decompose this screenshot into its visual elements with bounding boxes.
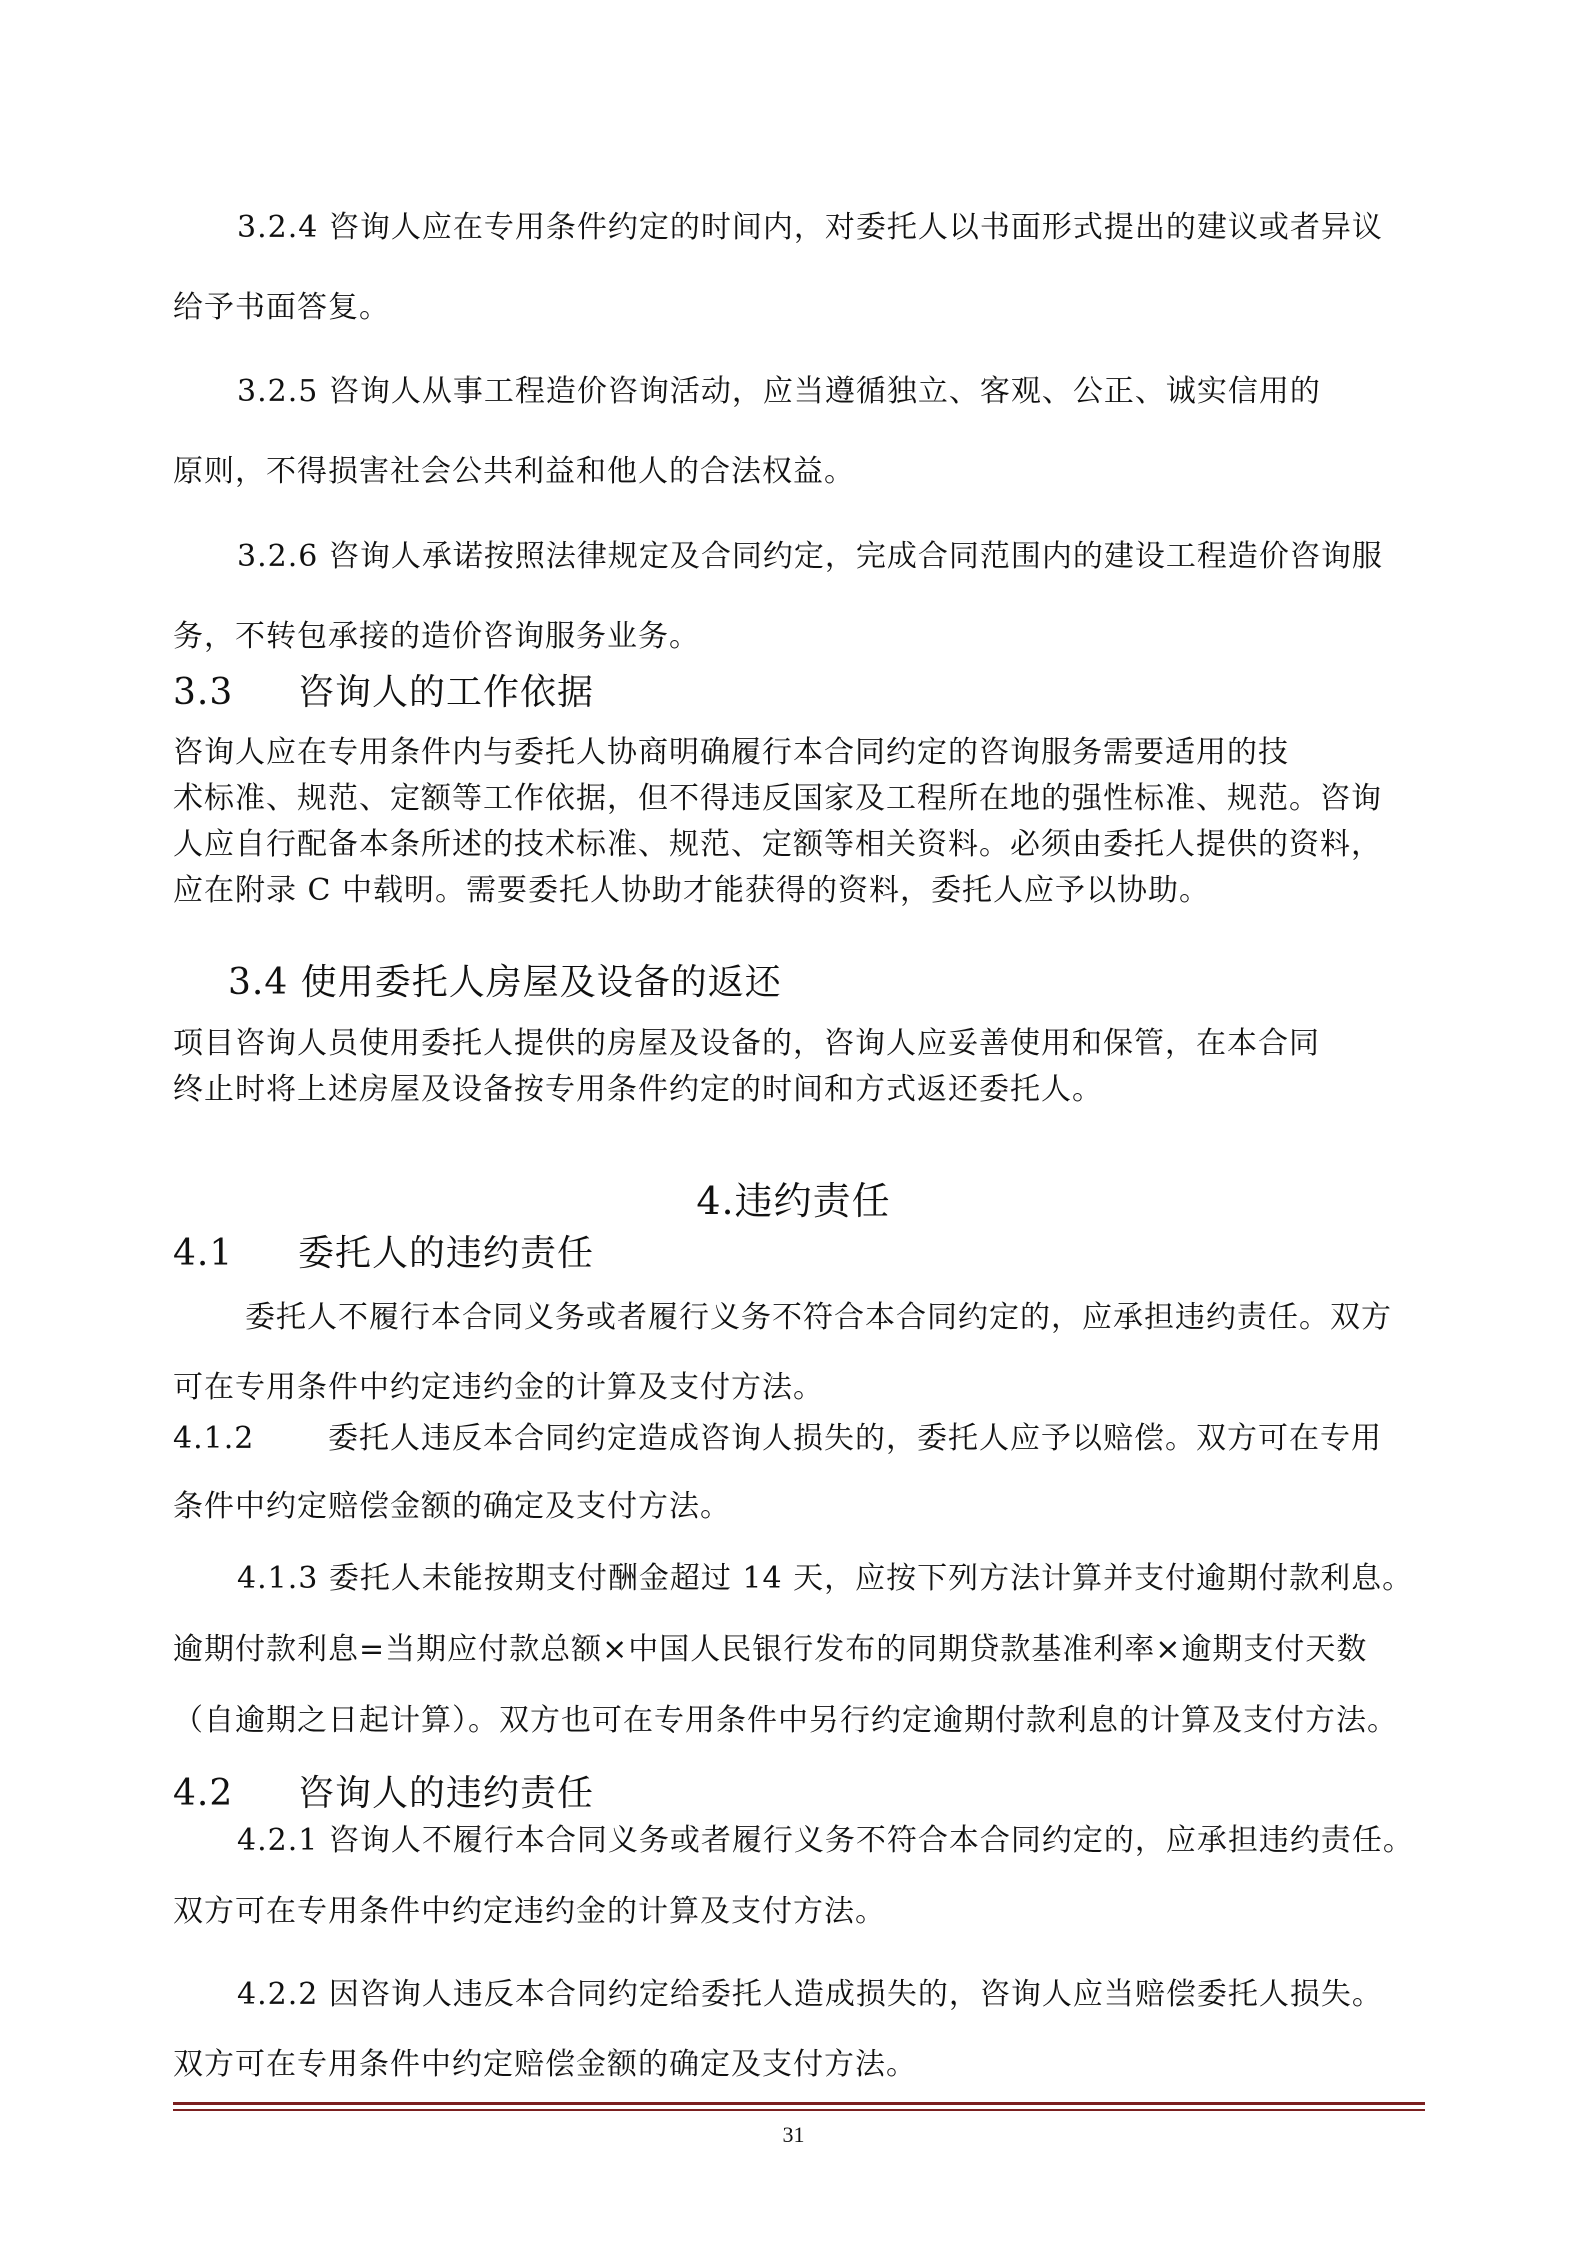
paragraph-line (173, 730, 1425, 776)
section-number: 4.2 (173, 1773, 234, 1814)
paragraph-4-1-3 (173, 1542, 1425, 1758)
section-heading-3-4: 3.4 使用委托人房屋及设备的返还 (228, 962, 782, 1003)
paragraph-line: 应在附录 C 中载明。需要委托人协助才能获得的资料，委托人应予以协助。 (173, 873, 1211, 908)
section-heading-4-2 (173, 1765, 594, 1816)
section-number: 3.3 (173, 672, 234, 713)
paragraph-line: 终止时将上述房屋及设备按专用条件约定的时间和方式返还委托人。 (173, 1072, 1103, 1107)
paragraph-line: 条件中约定赔偿金额的确定及支付方法。 (173, 1489, 731, 1524)
paragraph-line: 术标准、规范、定额等工作依据，但不得违反国家及工程所在地的强性标准、规范。咨询 (173, 781, 1382, 816)
paragraph-4-1 (173, 1278, 1425, 1418)
section-title: 委托人的违约责任 (298, 1233, 595, 1274)
paragraph-line: 务，不转包承接的造价咨询服务业务。 (173, 619, 700, 654)
paragraph-4-1-2 (173, 1408, 1425, 1544)
paragraph-text: 3.2.5 咨询人从事工程造价咨询活动，应当遵循独立、客观、公正、诚实信用的 (237, 374, 1321, 409)
paragraph-3-3 (173, 730, 1425, 914)
paragraph-line (173, 517, 1425, 597)
section-title: 咨询人的工作依据 (298, 672, 595, 713)
paragraph-line: 可在专用条件中约定违约金的计算及支付方法。 (173, 1370, 824, 1405)
paragraph-text: 4.2.1 咨询人不履行本合同义务或者履行义务不符合本合同约定的，应承担违约责任。 (237, 1823, 1414, 1858)
paragraph-line (173, 1810, 1425, 1872)
paragraph-line: 逾期付款利息=当期应付款总额×中国人民银行发布的同期贷款基准利率×逾期支付天数 (173, 1632, 1368, 1667)
page-number: 31 (782, 2122, 805, 2147)
paragraph-line (173, 1021, 1425, 1067)
paragraph-line: （自逾期之日起计算）。双方也可在专用条件中另行约定逾期付款利息的计算及支付方法。 (173, 1703, 1398, 1738)
footer-rule (173, 2102, 1425, 2111)
section-number: 4.1 (173, 1233, 234, 1274)
paragraph-3-4 (173, 1021, 1425, 1113)
paragraph-number: 4.1.2 (173, 1421, 255, 1456)
chapter-title: 4.违约责任 (696, 1179, 891, 1223)
section-heading-4-1 (173, 1225, 594, 1276)
paragraph-3-2-6 (173, 517, 1425, 677)
paragraph-3-2-4 (173, 188, 1425, 348)
paragraph-text: 4.1.3 委托人未能按期支付酬金超过 14 天，应按下列方法计算并支付逾期付款利息。 (237, 1561, 1414, 1596)
paragraph-line: 原则，不得损害社会公共利益和他人的合法权益。 (173, 454, 855, 489)
paragraph-text: 3.2.6 咨询人承诺按照法律规定及合同约定，完成合同范围内的建设工程造价咨询服 (237, 539, 1383, 574)
paragraph-line: 双方可在专用条件中约定赔偿金额的确定及支付方法。 (173, 2047, 917, 2082)
paragraph-line (173, 188, 1425, 268)
paragraph-line (173, 1542, 1425, 1616)
section-heading-3-3 (173, 664, 594, 715)
paragraph-line (173, 1960, 1425, 2030)
paragraph-line: 双方可在专用条件中约定违约金的计算及支付方法。 (173, 1894, 886, 1929)
paragraph-text: 咨询人应在专用条件内与委托人协商明确履行本合同约定的咨询服务需要适用的技 (173, 735, 1289, 770)
section-title: 咨询人的违约责任 (298, 1773, 595, 1814)
paragraph-line (173, 1278, 1425, 1358)
paragraph-text: 委托人不履行本合同义务或者履行义务不符合本合同约定的，应承担违约责任。双方 (245, 1300, 1392, 1335)
paragraph-line: 给予书面答复。 (173, 290, 390, 325)
paragraph-4-2-2 (173, 1960, 1425, 2100)
paragraph-text: 项目咨询人员使用委托人提供的房屋及设备的，咨询人应妥善使用和保管，在本合同 (173, 1026, 1320, 1061)
paragraph-text: 4.2.2 因咨询人违反本合同约定给委托人造成损失的，咨询人应当赔偿委托人损失。 (237, 1977, 1383, 2012)
paragraph-3-2-5 (173, 352, 1425, 512)
paragraph-text: 委托人违反本合同约定造成咨询人损失的，委托人应予以赔偿。双方可在专用 (328, 1421, 1382, 1456)
paragraph-line (173, 1408, 1425, 1470)
paragraph-text: 3.2.4 咨询人应在专用条件约定的时间内，对委托人以书面形式提出的建议或者异议 (237, 210, 1383, 245)
paragraph-line (173, 352, 1425, 432)
paragraph-4-2-1 (173, 1810, 1425, 1952)
paragraph-line: 人应自行配备本条所述的技术标准、规范、定额等相关资料。必须由委托人提供的资料， (173, 827, 1382, 862)
